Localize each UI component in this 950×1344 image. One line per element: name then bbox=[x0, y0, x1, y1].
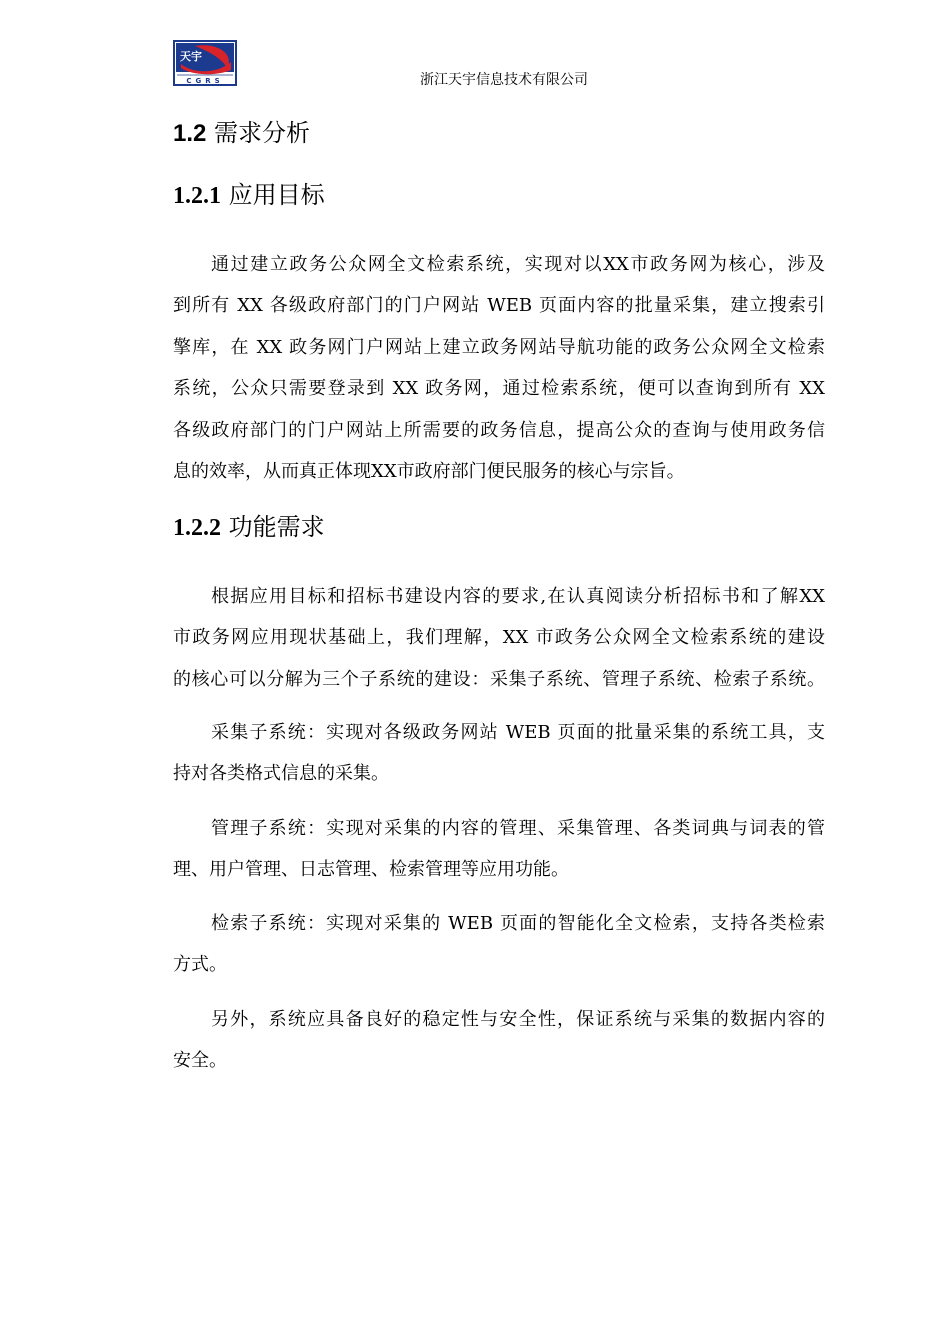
paragraph-line: 市政务网应用现状基础上，我们理解，XX 市政务公众网全文检索系统的建设 bbox=[173, 627, 825, 649]
paragraph-line: 安全。 bbox=[173, 1050, 227, 1072]
section-heading bbox=[173, 118, 310, 149]
subsection-heading bbox=[173, 180, 325, 211]
paragraph-line: 检索子系统：实现对采集的 WEB 页面的智能化全文检索，支持各类检索 bbox=[211, 913, 825, 934]
paragraph-line: 系统，公众只需要登录到 XX 政务网，通过检索系统，便可以查询到所有 XX bbox=[173, 378, 825, 400]
paragraph-line: 管理子系统：实现对采集的内容的管理、采集管理、各类词典与词表的管 bbox=[211, 818, 825, 839]
paragraph-line: 理、用户管理、日志管理、检索管理等应用功能。 bbox=[173, 859, 569, 881]
logo-text-en: CGRS bbox=[186, 77, 224, 85]
subsection-heading bbox=[173, 512, 325, 543]
paragraph bbox=[173, 999, 825, 1082]
logo-text-cn: 天宇 bbox=[180, 50, 202, 63]
subsection-number: 1.2.1 bbox=[173, 183, 221, 209]
paragraph-line: 息的效率，从而真正体现XX市政府部门便民服务的核心与宗旨。 bbox=[173, 460, 685, 482]
paragraph bbox=[173, 576, 825, 700]
paragraph-line: 到所有 XX 各级政府部门的门户网站 WEB 页面内容的批量采集，建立搜索引 bbox=[173, 295, 825, 317]
company-name: 浙江天宇信息技术有限公司 bbox=[420, 72, 588, 88]
paragraph-line: 持对各类格式信息的采集。 bbox=[173, 763, 389, 785]
paragraph-line: 另外，系统应具备良好的稳定性与安全性，保证系统与采集的数据内容的 bbox=[211, 1009, 825, 1030]
section-title: 需求分析 bbox=[214, 119, 311, 147]
paragraph-line: 擎库，在 XX 政务网门户网站上建立政务网站导航功能的政务公众网全文检索 bbox=[173, 336, 825, 358]
paragraph bbox=[173, 712, 825, 795]
paragraph bbox=[173, 244, 825, 492]
paragraph-line: 的核心可以分解为三个子系统的建设：采集子系统、管理子系统、检索子系统。 bbox=[173, 668, 825, 690]
paragraph-line: 根据应用目标和招标书建设内容的要求,在认真阅读分析招标书和了解XX bbox=[211, 586, 825, 607]
company-logo bbox=[173, 40, 237, 86]
subsection-title: 功能需求 bbox=[228, 513, 325, 541]
subsection-number: 1.2.2 bbox=[173, 515, 221, 541]
paragraph-line: 通过建立政务公众网全文检索系统，实现对以XX市政务网为核心，涉及 bbox=[211, 254, 825, 275]
subsection-title: 应用目标 bbox=[228, 181, 325, 209]
section-number: 1.2 bbox=[173, 120, 207, 147]
paragraph-line: 采集子系统：实现对各级政务网站 WEB 页面的批量采集的系统工具，支 bbox=[211, 722, 825, 743]
paragraph bbox=[173, 903, 825, 986]
paragraph bbox=[173, 808, 825, 891]
paragraph-line: 各级政府部门的门户网站上所需要的政务信息，提高公众的查询与使用政务信 bbox=[173, 419, 825, 441]
paragraph-line: 方式。 bbox=[173, 954, 227, 976]
